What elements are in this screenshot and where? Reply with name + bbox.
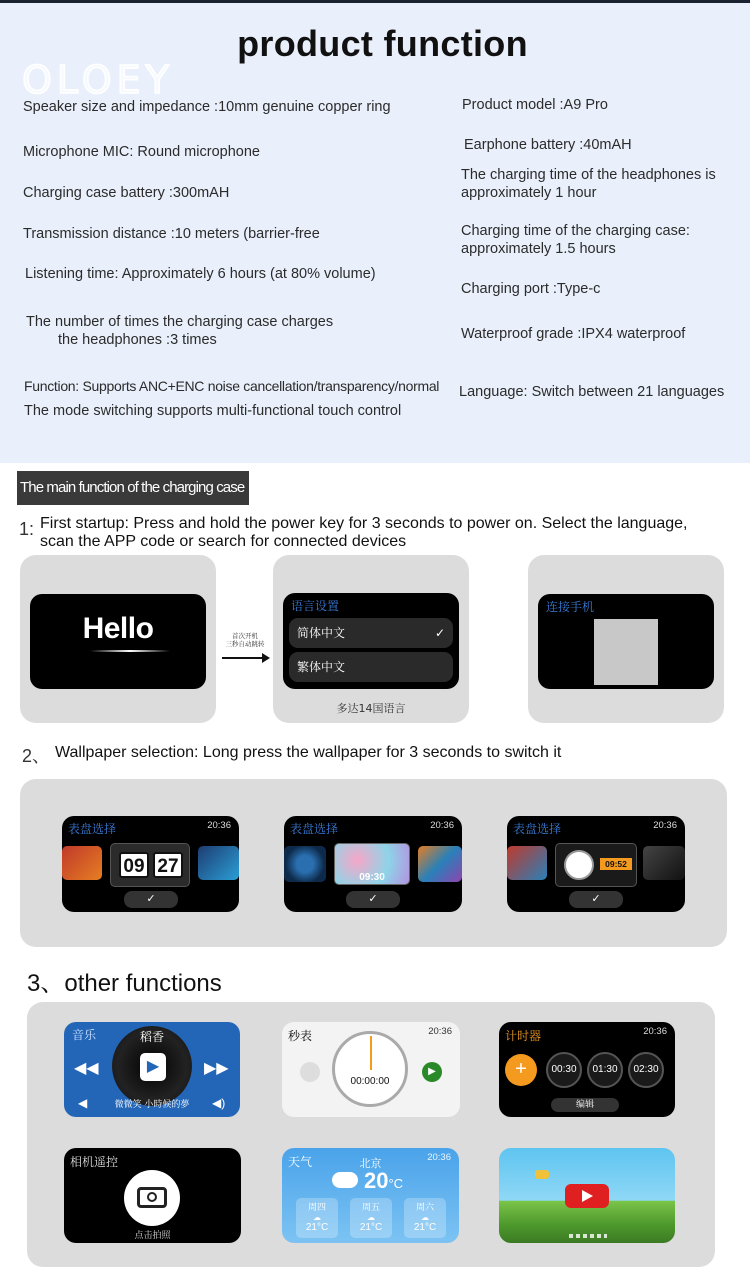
spec-case-charging-time [461,222,690,258]
forecast-day-2-temp: 21°C [359,1222,383,1233]
video-screen [499,1148,675,1243]
language-card [273,555,469,723]
weather-city: 北京 [359,1157,382,1170]
bird-icon [535,1170,549,1179]
language-option-simplified[interactable] [289,618,453,648]
music-title: 音乐 [72,1028,97,1042]
volume-down-icon[interactable]: ◀ [78,1096,88,1110]
play-pause-icon[interactable]: ▶ [140,1053,166,1081]
hello-card [20,555,216,723]
weather-temp [364,1168,403,1194]
language-option-simplified-label: 简体中文 [297,626,346,640]
spec-panel [0,0,750,463]
camera-icon [137,1187,167,1208]
play-icon [582,1190,593,1202]
forecast-day-1-icon: ☁ [313,1213,321,1222]
wallpaper-tile-dark [643,846,685,880]
spec-charging-port: Charging port :Type-c [461,281,601,297]
timer-time: 20:36 [643,1026,667,1037]
wallpaper-screen-3[interactable] [507,816,685,912]
wallpaper-time-2: 20:36 [430,820,454,831]
timer-option-2[interactable]: 01:30 [587,1052,623,1088]
previous-icon[interactable]: ◀◀ [74,1060,99,1077]
forecast-day-3 [404,1198,446,1238]
spec-charge-times-line2: the headphones :3 times [58,332,217,348]
spec-language: Language: Switch between 21 languages [459,384,725,400]
timer-screen [499,1022,675,1117]
forecast-day-3-temp: 21°C [413,1222,437,1233]
wallpaper-tile-colorful [507,846,547,880]
section-label: The main function of the charging case [17,471,249,505]
forecast-day-1-temp: 21°C [305,1222,329,1233]
wallpaper-time-3: 20:36 [653,820,677,831]
stopwatch-screen [282,1022,460,1117]
wallpaper-check-2[interactable]: ✓ [346,891,400,908]
flip-hour: 09 [119,852,149,878]
arrow-caption [217,632,273,648]
wallpaper-check-3[interactable]: ✓ [569,891,623,908]
forecast-day-3-icon: ☁ [421,1213,429,1222]
cloud-icon [332,1172,358,1188]
wallpaper-tile-time: 09:30 [359,872,385,883]
flip-minute: 27 [153,852,183,878]
arrow-line [222,657,264,659]
lap-button[interactable] [300,1062,320,1082]
spec-case-battery: Charging case battery :300mAH [23,185,230,201]
timer-option-3[interactable]: 02:30 [628,1052,664,1088]
wallpaper-tile-clock [555,843,637,887]
volume-up-icon[interactable]: ◀) [212,1096,226,1110]
language-screen-title: 语言设置 [291,599,340,613]
stopwatch-title: 秒表 [288,1029,313,1043]
spec-earphone-battery: Earphone battery :40mAH [464,137,632,153]
spec-charge-times [26,313,333,349]
step2-text: Wallpaper selection: Long press the wallpaper for 3 seconds to switch it [55,744,562,761]
page-title: product function [237,23,528,64]
spec-headphone-charging-line1: The charging time of the headphones is [461,167,716,183]
wallpaper-tile-balloons [334,843,410,885]
wallpaper-screen-2[interactable] [284,816,462,912]
wallpaper-label-2: 表盘选择 [290,822,339,836]
arrow-right-icon [262,653,270,663]
camera-screen [64,1148,241,1243]
stopwatch-hand [370,1036,372,1070]
forecast-day-2 [350,1198,392,1238]
qr-code-placeholder [594,619,658,685]
stopwatch-time: 20:36 [428,1026,452,1037]
forecast-day-2-icon: ☁ [367,1213,375,1222]
wallpaper-label-3: 表盘选择 [513,822,562,836]
wallpaper-card [20,779,727,947]
forecast-day-3-label: 周六 [415,1203,434,1213]
spec-headphone-charging-time [461,166,716,202]
camera-caption: 点击拍照 [134,1231,171,1241]
music-screen [64,1022,240,1117]
step3-title: 3、other functions [27,970,222,997]
forecast-day-1 [296,1198,338,1238]
shutter-button[interactable] [124,1170,180,1226]
connect-screen-title: 连接手机 [546,600,595,614]
spec-model: Product model :A9 Pro [462,97,608,113]
music-artist: 微微笑 小時候的夢 [114,1100,190,1110]
spec-headphone-charging-line2: approximately 1 hour [461,185,597,201]
step2-number: 2、 [22,746,51,766]
spec-mode-switching: The mode switching supports multi-functional touch control [24,403,402,419]
wallpaper-check-1[interactable]: ✓ [124,891,178,908]
analog-clock-icon [564,850,594,880]
clock-date: 09:52 [600,858,632,870]
weather-screen [282,1148,459,1243]
start-button[interactable]: ▶ [422,1062,442,1082]
stopwatch-dial [332,1031,408,1107]
wallpaper-tile-pattern [418,846,462,882]
hello-text: Hello [82,612,154,645]
wallpaper-label-1: 表盘选择 [68,822,117,836]
spec-speaker: Speaker size and impedance :10mm genuine copper ring [23,99,391,115]
spec-listening-time: Listening time: Approximately 6 hours (at 80% volume) [25,266,376,282]
step1-text-line1: First startup: Press and hold the power key for 3 seconds to power on. Select the language, [40,515,688,532]
timer-title: 计时器 [505,1029,542,1043]
spec-microphone: Microphone MIC: Round microphone [23,144,260,160]
spec-distance: Transmission distance :10 meters (barrier-free [23,226,320,242]
check-icon: ✓ [434,626,445,640]
step1-number: 1: [19,519,35,539]
weather-temp-value: 20 [364,1168,389,1193]
spec-case-charging-line2: approximately 1.5 hours [461,241,616,257]
timer-edit-button[interactable]: 编辑 [551,1098,619,1112]
arrow-caption-line2: 三秒自动跳转 [225,640,265,648]
spec-waterproof: Waterproof grade :IPX4 waterproof [461,326,686,342]
add-timer-button[interactable]: + [505,1054,537,1086]
step1-text-line2: scan the APP code or search for connected devices [40,533,407,550]
video-play-button[interactable] [565,1184,609,1208]
weather-title: 天气 [288,1155,313,1169]
spec-charge-times-line1: The number of times the charging case charges [26,314,334,330]
wallpaper-time-1: 20:36 [207,820,231,831]
hello-swoosh [90,650,170,652]
language-screen [283,593,459,689]
wallpaper-screen-1[interactable] [62,816,239,912]
spec-function: Function: Supports ANC+ENC noise cancellation/transparency/normal [24,378,440,394]
wallpaper-tile-gauge [284,846,326,882]
stopwatch-value: 00:00:00 [350,1076,390,1087]
connect-card [528,555,724,723]
weather-time: 20:36 [427,1152,451,1163]
next-icon[interactable]: ▶▶ [204,1060,229,1077]
arrow-caption-line1: 首次开机 [232,632,258,640]
wallpaper-tile-left [62,846,102,880]
spec-case-charging-line1: Charging time of the charging case: [461,223,690,239]
language-option-traditional-label: 繁体中文 [297,660,346,674]
page-dots [569,1234,607,1238]
forecast-day-1-label: 周四 [307,1203,326,1213]
timer-option-1[interactable]: 00:30 [546,1052,582,1088]
connect-screen [538,594,714,689]
hello-screen [30,594,206,689]
music-song: 稻香 [139,1030,164,1044]
language-option-traditional[interactable] [289,652,453,682]
wallpaper-tile-right [198,846,239,880]
weather-temp-unit: °C [388,1176,404,1191]
camera-title: 相机遥控 [70,1155,119,1169]
brand-logo: OLOEY [22,58,174,102]
camera-lens [147,1192,157,1202]
wallpaper-tile-center [110,843,190,887]
forecast-day-2-label: 周五 [361,1203,380,1213]
other-functions-card [27,1002,715,1267]
language-caption: 多达14国语言 [336,702,406,715]
